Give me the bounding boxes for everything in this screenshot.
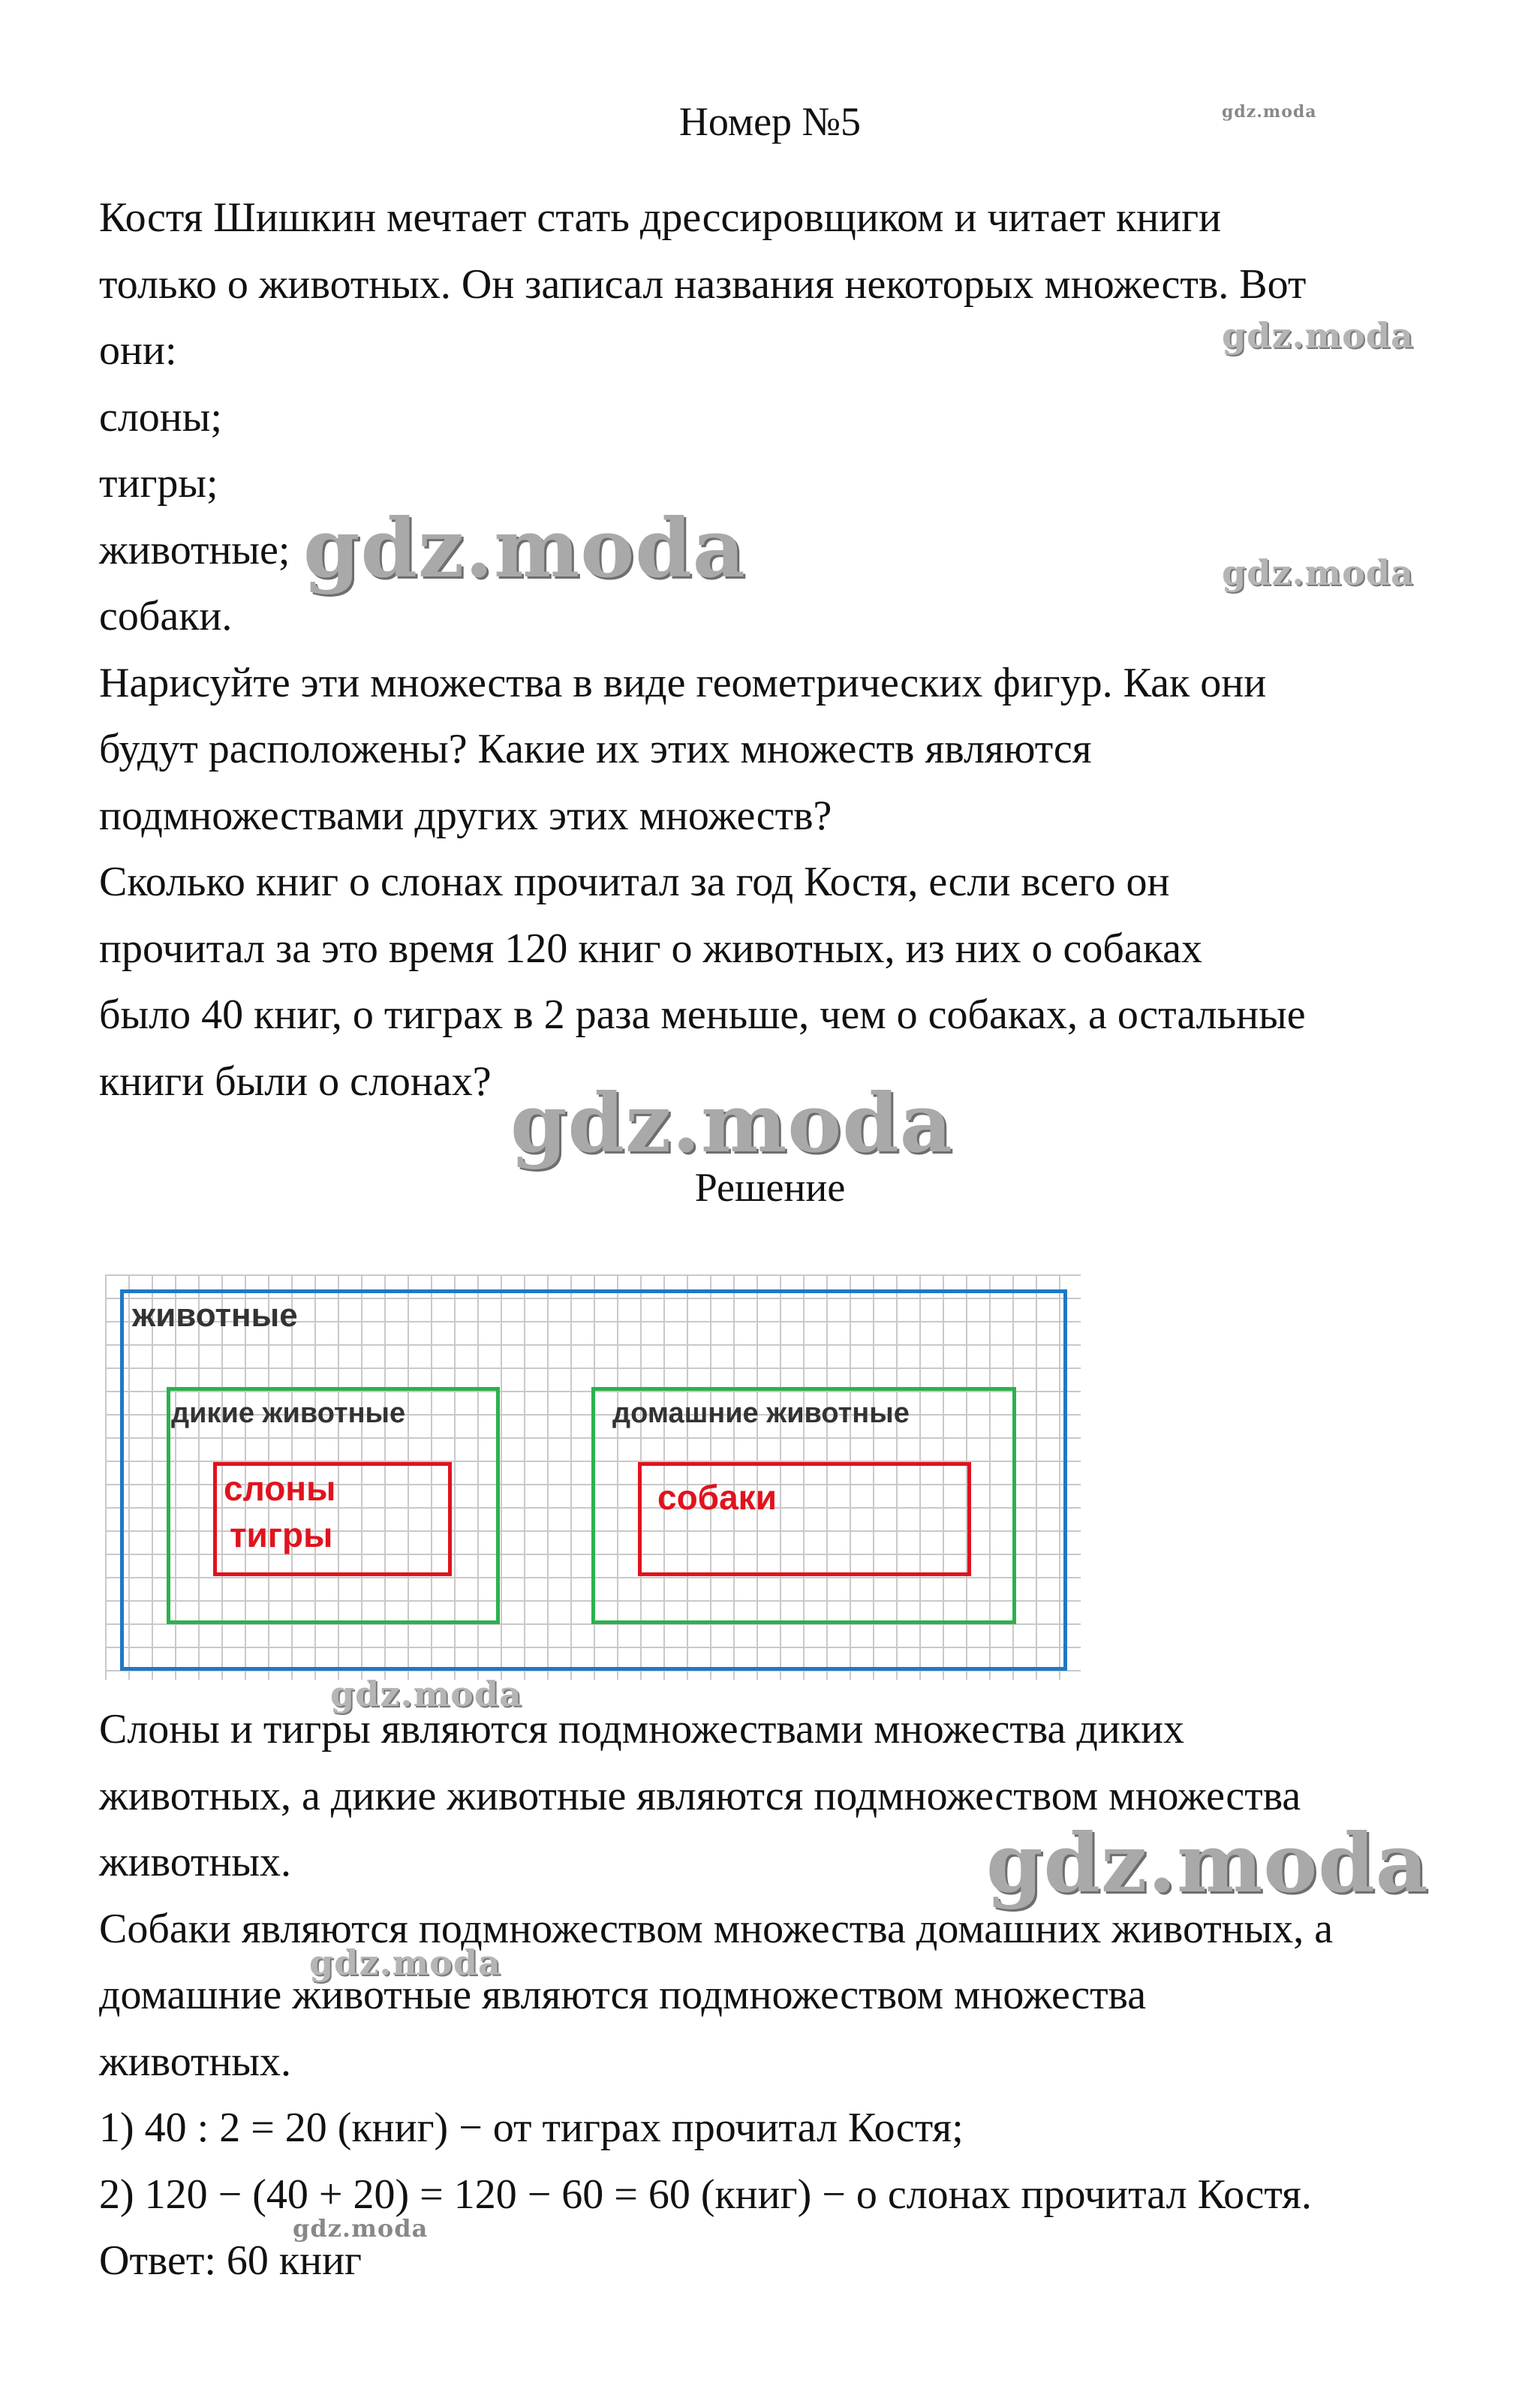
problem-line: подмножествами других этих множеств? bbox=[99, 792, 832, 839]
problem-line: будут расположены? Какие их этих множеств являются bbox=[99, 726, 1092, 772]
sets-diagram bbox=[105, 1274, 1081, 1680]
set-wild-animals-label: дикие животные bbox=[171, 1398, 406, 1429]
explanation-line: домашние животные являются подмножеством множества bbox=[99, 1972, 1147, 2018]
explanation-line: животных, а дикие животные являются подмножеством множества bbox=[99, 1772, 1301, 1819]
set-elephants-label: слоны bbox=[224, 1469, 336, 1508]
calculation-step: 1) 40 : 2 = 20 (книг) − от тиграх прочитал Костя; bbox=[99, 2105, 964, 2151]
problem-line: книги были о слонах? bbox=[99, 1058, 492, 1105]
explanation-line: животных. bbox=[99, 1839, 292, 1885]
explanation-line: животных. bbox=[99, 2038, 292, 2085]
watermark: gdz.moda bbox=[986, 1816, 1429, 1911]
answer-line: Ответ: 60 книг bbox=[99, 2237, 362, 2284]
problem-line: было 40 книг, о тиграх в 2 раза меньше, чем о собаках, а остальные bbox=[99, 991, 1306, 1038]
problem-line: Нарисуйте эти множества в виде геометрических фигур. Как они bbox=[99, 659, 1267, 706]
watermark: gdz.moda bbox=[309, 1942, 501, 1983]
set-domestic-animals-label: домашние животные bbox=[612, 1398, 910, 1429]
page-title: Номер №5 bbox=[678, 99, 862, 144]
explanation-line: Собаки являются подмножеством множества домашних животных, а bbox=[99, 1905, 1334, 1952]
watermark: gdz.moda bbox=[303, 501, 746, 596]
set-animals-label: животные bbox=[132, 1297, 298, 1334]
problem-line: прочитал за это время 120 книг о животных, из них о собаках bbox=[99, 925, 1202, 972]
watermark: gdz.moda bbox=[1222, 102, 1317, 122]
watermark: gdz.moda bbox=[330, 1674, 522, 1714]
watermark: gdz.moda bbox=[293, 2214, 429, 2243]
set-dogs-label: собаки bbox=[657, 1478, 777, 1517]
explanation-line: Слоны и тигры являются подмножествами множества диких bbox=[99, 1706, 1185, 1753]
set-tigers-label: тигры bbox=[230, 1515, 333, 1554]
calculation-step: 2) 120 − (40 + 20) = 120 − 60 = 60 (книг) − о слонах прочитал Костя. bbox=[99, 2171, 1312, 2218]
problem-line: животные; bbox=[99, 526, 290, 573]
problem-line: Сколько книг о слонах прочитал за год Костя, если всего он bbox=[99, 859, 1170, 905]
problem-line: собаки. bbox=[99, 593, 233, 639]
watermark: gdz.moda bbox=[510, 1076, 953, 1171]
problem-line: они: bbox=[99, 327, 177, 374]
problem-line: тигры; bbox=[99, 460, 218, 507]
problem-line: Костя Шишкин мечтает стать дрессировщиком и читает книги bbox=[99, 194, 1222, 241]
watermark: gdz.moda bbox=[1222, 552, 1414, 593]
problem-line: только о животных. Он записал названия некоторых множеств. Вот bbox=[99, 260, 1307, 308]
watermark: gdz.moda bbox=[1222, 315, 1414, 356]
solution-title: Решение bbox=[694, 1165, 846, 1210]
solution-explanation bbox=[99, 1696, 1450, 2294]
problem-line: слоны; bbox=[99, 393, 222, 441]
